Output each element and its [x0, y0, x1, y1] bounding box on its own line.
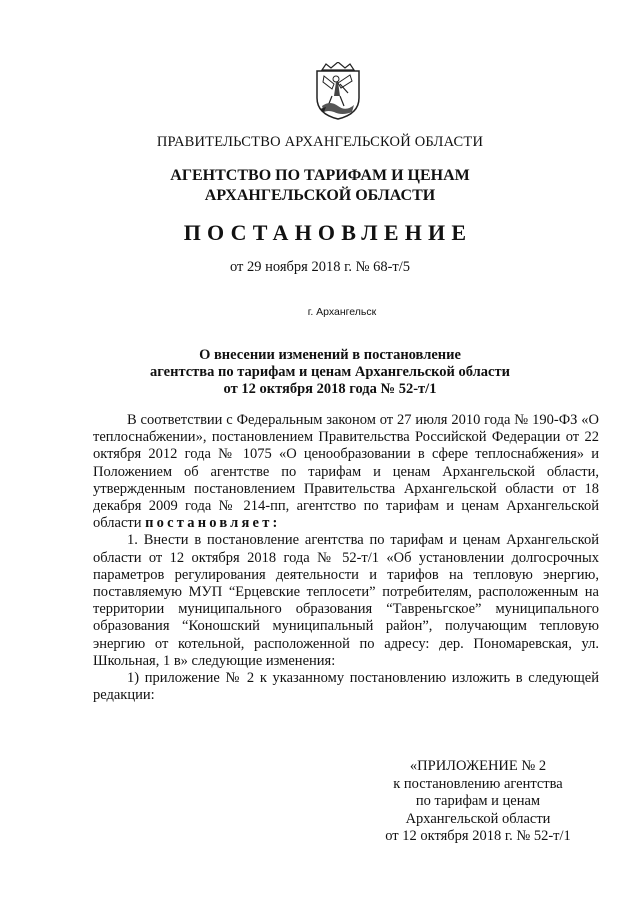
preamble-paragraph: [93, 412, 599, 532]
government-title: ПРАВИТЕЛЬСТВО АРХАНГЕЛЬСКОЙ ОБЛАСТИ: [156, 134, 484, 150]
resolves-keyword: постановляет:: [145, 515, 281, 532]
appendix-line3: по тарифам и ценам: [415, 793, 541, 809]
clause-1-1-paragraph: 1) приложение № 2 к указанному постановлению изложить в следующей редакции:: [93, 670, 599, 704]
appendix-header: [350, 758, 606, 846]
appendix-line4: Архангельской области: [405, 810, 551, 827]
agency-title: [0, 166, 640, 206]
preamble-text: В соответствии с Федеральным законом от 27 июля 2010 года № 190-ФЗ «О теплоснабжении», постановлением Правительства Российской Федерации от 22 октября 2012 года № 1075 «О ценообразовании в сфере теплоснабжения» и Положением об агентстве по тарифам и ценам Архангельской области, утвержденным постановлением Правительства Архангельской области от 18 декабря 2009 года № 214-пп, агентство по тарифам и ценам Архангельской области: [93, 412, 599, 532]
appendix-line1: «ПРИЛОЖЕНИЕ № 2: [409, 758, 547, 774]
document-date-number: от 29 ноября 2018 г. № 68-т/5: [229, 259, 411, 275]
appendix-line5: от 12 октября 2018 г. № 52-т/1: [385, 828, 571, 844]
agency-title-line1: АГЕНТСТВО ПО ТАРИФАМ И ЦЕНАМ: [170, 167, 470, 184]
subject-line1: О внесении изменений в постановление: [199, 347, 461, 363]
appendix-line2: к постановлению агентства: [393, 775, 563, 792]
document-body: [93, 412, 599, 704]
clause-1-paragraph: 1. Внести в постановление агентства по тарифам и ценам Архангельской области от 12 октября 2018 года № 52-т/1 «Об установлении долгосрочных параметров регулирования деятельности и тарифов на тепловую энергию, поставляемую МУП “Ерцевские теплосети” потребителям, расположенным на территории муниципального образования “Тавреньгское” муниципального образования “Коношский муниципальный район”, получающим тепловую энергию от котельной, расположенной по адресу: дер. Пономаревская, ул. Школьная, 1 в» следующие изменения:: [93, 532, 599, 669]
agency-title-line2: АРХАНГЕЛЬСКОЙ ОБЛАСТИ: [204, 187, 436, 204]
document-city: г. Архангельск: [307, 306, 377, 318]
arkhangelsk-coat-of-arms-icon: [314, 62, 362, 120]
document-type-title: ПОСТАНОВЛЕНИЕ: [183, 220, 473, 245]
subject-line2: агентства по тарифам и ценам Архангельской области: [150, 364, 510, 380]
subject-line3: от 12 октября 2018 года № 52-т/1: [223, 381, 437, 397]
document-subject: [10, 347, 640, 398]
